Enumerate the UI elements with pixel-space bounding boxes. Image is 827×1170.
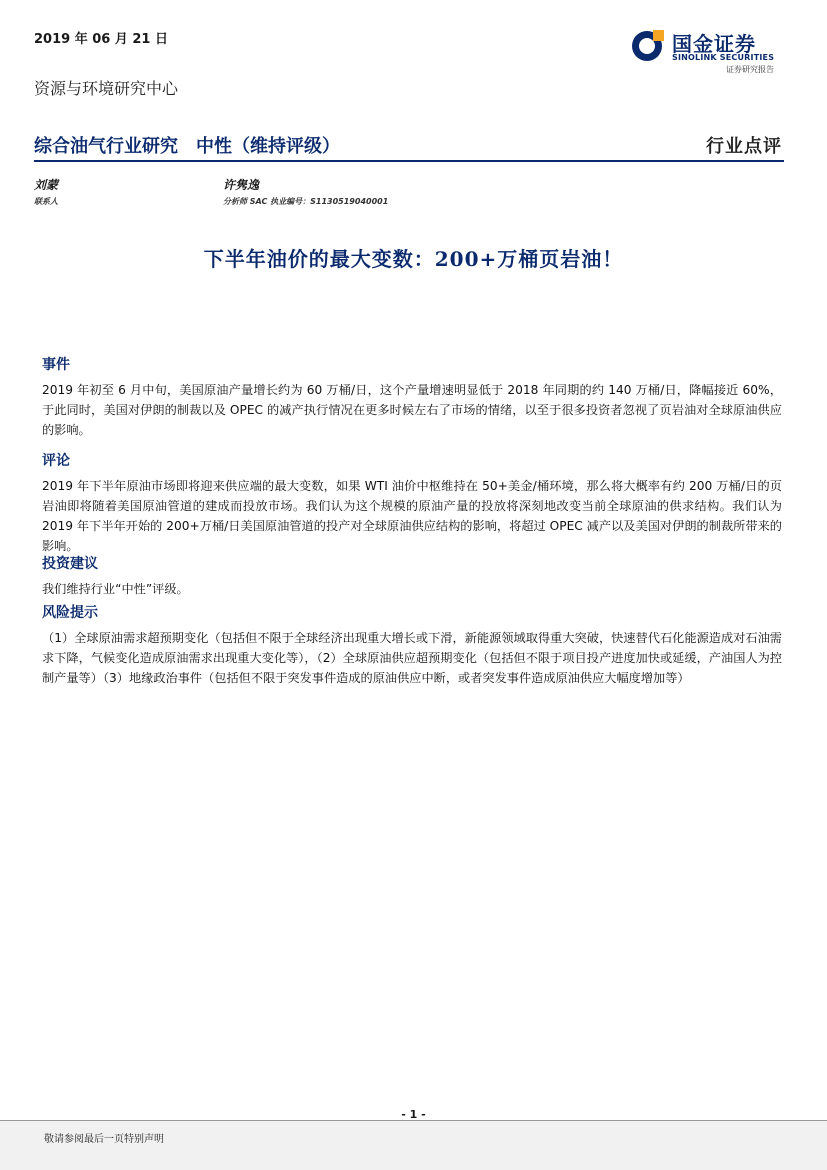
analyst-name: 刘蒙 bbox=[34, 178, 59, 192]
analyst-name: 许隽逸 bbox=[223, 178, 260, 192]
section-body: 我们维持行业“中性”评级。 bbox=[42, 582, 189, 596]
logo-chinese-name: 国金证券 bbox=[672, 32, 756, 56]
section-body: （1）全球原油需求超预期变化（包括但不限于全球经济出现重大增长或下滑，新能源领域取得重大突破，快速替代石化能源造成对石油需求下降，气候变化造成原油需求出现重大变化等），（2）全球原油供应超预期变化（包括但不限于项目投产进度加快或延缓，产油国人为控制产量等）（3）地缘政治事件（包括但不限于突发事件造成的原油供应中断，或者突发事件造成原油供应大幅度增加等） bbox=[42, 631, 782, 685]
report-type: 行业点评 bbox=[706, 136, 782, 157]
section-body: 2019 年初至 6 月中旬，美国原油产量增长约为 60 万桶/日，这个产量增速明显低于 2018 年同期的约 140 万桶/日，降幅接近 60%，于此同时，美国对伊朗的制裁以及 OPEC 的减产执行情况在更多时候左右了市场的情绪，以至于很多投资者忽视了页岩油对全球原油供应的影响。 bbox=[42, 383, 782, 437]
footer-disclaimer: 敬请参阅最后一页特别声明 bbox=[44, 1134, 164, 1145]
section-heading: 评论 bbox=[42, 453, 70, 469]
footer-bar bbox=[0, 1121, 827, 1170]
rating-label: 中性（维持评级） bbox=[196, 136, 340, 157]
report-title-bar bbox=[34, 128, 784, 162]
page-number: - 1 - bbox=[401, 1108, 426, 1121]
logo-english-name: SINOLINK SECURITIES bbox=[672, 53, 775, 62]
analyst-contact bbox=[34, 176, 58, 207]
section-comment bbox=[42, 450, 782, 556]
report-category bbox=[34, 132, 340, 158]
sinolink-logo-icon bbox=[630, 28, 666, 64]
report-date: 2019 年 06 月 21 日 bbox=[34, 32, 168, 47]
section-event bbox=[42, 354, 782, 440]
section-investment-advice bbox=[42, 553, 782, 599]
section-risk bbox=[42, 602, 782, 688]
section-body: 2019 年下半年原油市场即将迎来供应端的最大变数，如果 WTI 油价中枢维持在 50+美金/桶环境，那么将大概率有约 200 万桶/日的页岩油即将随着美国原油管道的建成而投放市场。我们认为这个规模的原油产量的投放将深刻地改变当前全球原油的供求结构。我们认为 2019 年下半年开始的 200+万桶/日美国原油管道的投产对全球原油供应结构的影响，将超过 OPEC 减产以及美国对伊朗的制裁所带来的影响。 bbox=[42, 479, 782, 553]
company-logo bbox=[630, 26, 790, 78]
logo-subtitle: 证券研究报告 bbox=[726, 65, 774, 74]
research-center: 资源与环境研究中心 bbox=[34, 79, 179, 98]
section-heading: 风险提示 bbox=[42, 605, 98, 621]
analyst-role: 分析师 SAC 执业编号：S1130519040001 bbox=[223, 197, 389, 206]
report-headline: 下半年油价的最大变数：200+万桶页岩油！ bbox=[203, 247, 624, 271]
section-heading: 投资建议 bbox=[42, 556, 98, 572]
report-industry: 综合油气行业研究 bbox=[34, 136, 178, 157]
analyst-role: 联系人 bbox=[34, 197, 58, 206]
section-heading: 事件 bbox=[42, 357, 70, 373]
analyst-primary bbox=[223, 176, 388, 207]
footer-divider bbox=[0, 1120, 827, 1121]
